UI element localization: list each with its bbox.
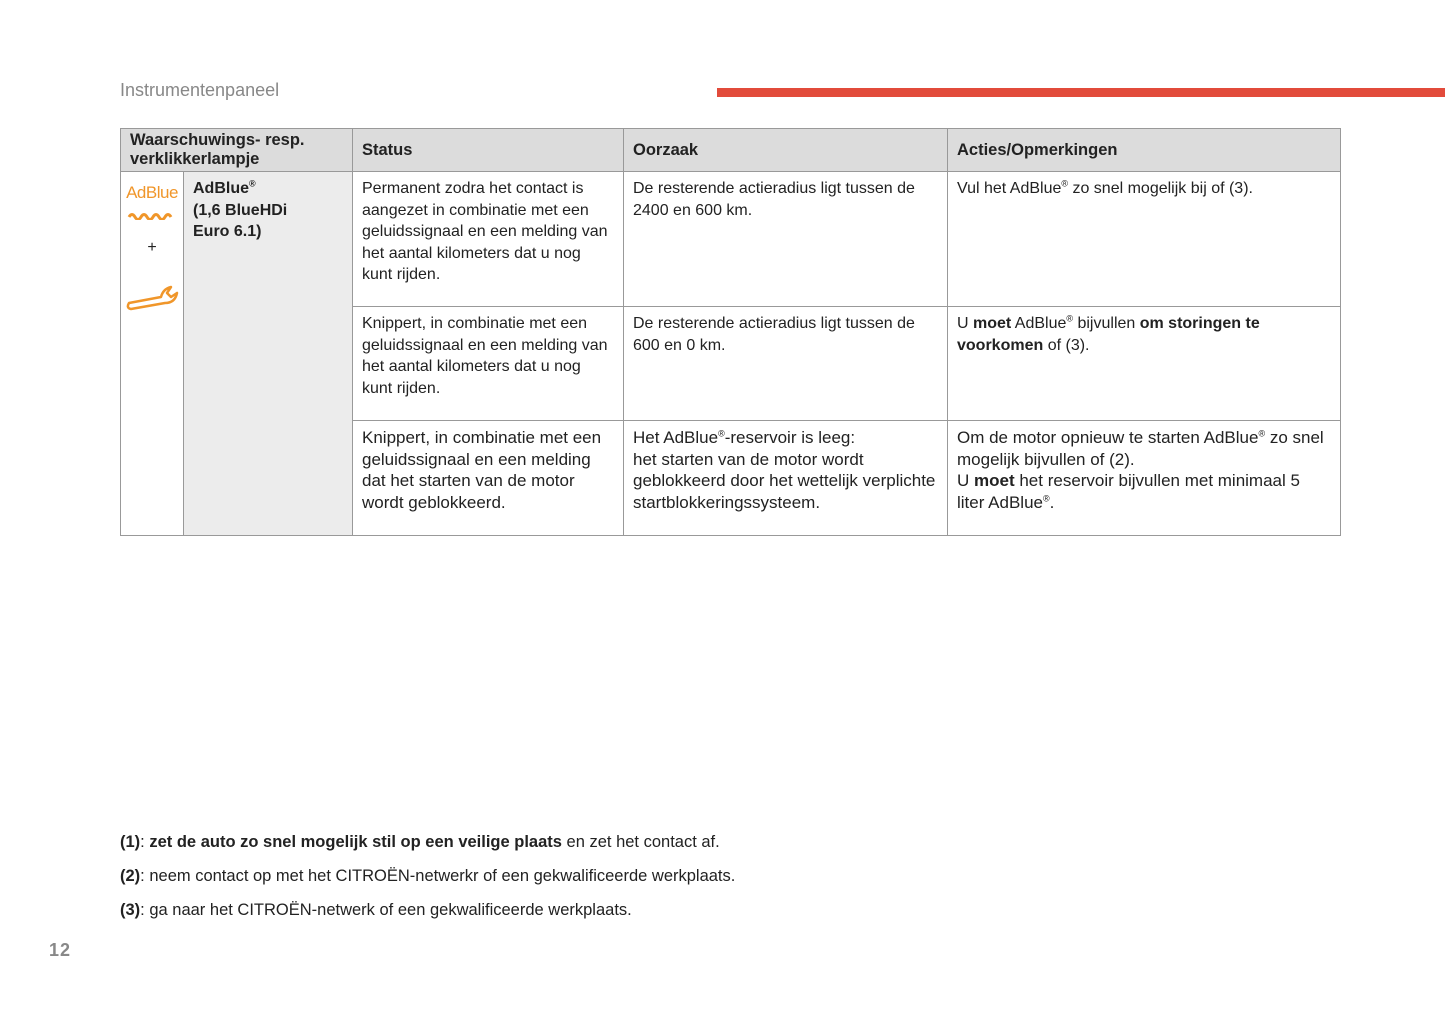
accent-bar [717,88,1445,97]
bold-text: (3) [120,901,141,919]
text-segment: Knippert, in combinatie met een geluidssignaal en een melding van het aantal kilometers dat u nog kunt rijden. [362,315,608,397]
lamp-name-cell [184,172,353,536]
text-segment: Vul het AdBlue [957,180,1062,197]
text-segment: . [1049,492,1055,512]
col-header-actions: Acties/Opmerkingen [948,129,1341,172]
adblue-icon [125,182,179,225]
text-segment: Permanent zodra het contact is aangezet in combinatie met een geluidssignaal en een melding van het aantal kilometers dat u nog kunt rijden. [362,180,608,283]
cause-cell [624,421,948,536]
lamp-icons-cell [121,172,184,536]
text-segment: of (3). [1043,336,1090,354]
text-segment: Knippert, in combinatie met een geluidssignaal en een melding dat het starten van de motor wordt geblokkeerd. [362,428,602,512]
status-cell [353,172,624,307]
text-segment: Om de motor opnieuw te starten AdBlue [957,428,1259,447]
page-number: 12 [49,940,72,960]
wrench-icon [125,283,179,311]
registered-mark: ® [1061,178,1069,189]
bold-text: moet [973,315,1012,332]
text-segment: : [140,833,150,851]
text-segment: Het AdBlue [633,428,719,447]
col-header-lamp: Waarschuwings- resp. verklikkerlampje [121,129,353,172]
col-header-status: Status [353,129,624,172]
action-cell [948,307,1341,421]
footnote-2 [120,867,735,886]
registered-mark: ® [249,178,256,189]
table-header [121,129,1341,172]
text-segment: AdBlue [193,180,249,197]
text-segment: : neem contact op met het CITROËN-netwerkr of een gekwalificeerde werkplaats. [140,867,736,885]
text-segment: zo snel mogelijk bij of (3). [1068,180,1253,197]
footnote-1 [120,833,720,852]
status-cell [353,421,624,536]
text-segment: U [957,315,973,332]
text-segment: De resterende actieradius ligt tussen de 2400 en 600 km. [633,180,915,219]
text-segment: -reservoir is leeg: het starten van de motor wordt geblokkeerd door het wettelijk verplichte startblokkeringssysteem. [633,428,936,512]
warning-lamp-table [120,128,1341,536]
plus-sign: + [147,239,157,256]
bold-text: moet [974,471,1015,490]
adblue-icon-label: AdBlue [126,183,178,202]
status-cell [353,307,624,421]
registered-mark: ® [1066,313,1074,324]
cause-cell [624,307,948,421]
bold-text: om storingen te voorkomen [957,315,1260,354]
text-segment: zo snel mogelijk bijvullen of (2). U [957,428,1324,490]
text-segment: en zet het contact af. [561,833,720,851]
bold-text: (2) [120,867,141,885]
bold-text: zet de auto zo snel mogelijk stil op een veilige plaats [149,833,562,851]
text-segment: : ga naar het CITROËN-netwerk of een gekwalificeerde werkplaats. [140,901,632,919]
registered-mark: ® [1258,428,1266,439]
text-segment: bijvullen [1073,315,1140,332]
text-segment: het reservoir bijvullen met minimaal 5 liter AdBlue [957,471,1300,512]
bold-text: (1) [120,833,141,851]
registered-mark: ® [718,428,725,439]
action-cell [948,172,1341,307]
table-row [121,172,1341,307]
section-title: Instrumentenpaneel [120,80,280,100]
col-header-cause: Oorzaak [624,129,948,172]
cause-cell [624,172,948,307]
text-segment: AdBlue [1011,315,1067,332]
text-segment: (1,6 BlueHDi Euro 6.1) [193,201,288,240]
footnote-3 [120,901,632,920]
action-cell [948,421,1341,536]
text-segment: De resterende actieradius ligt tussen de 600 en 0 km. [633,315,915,354]
registered-mark: ® [1043,492,1050,503]
